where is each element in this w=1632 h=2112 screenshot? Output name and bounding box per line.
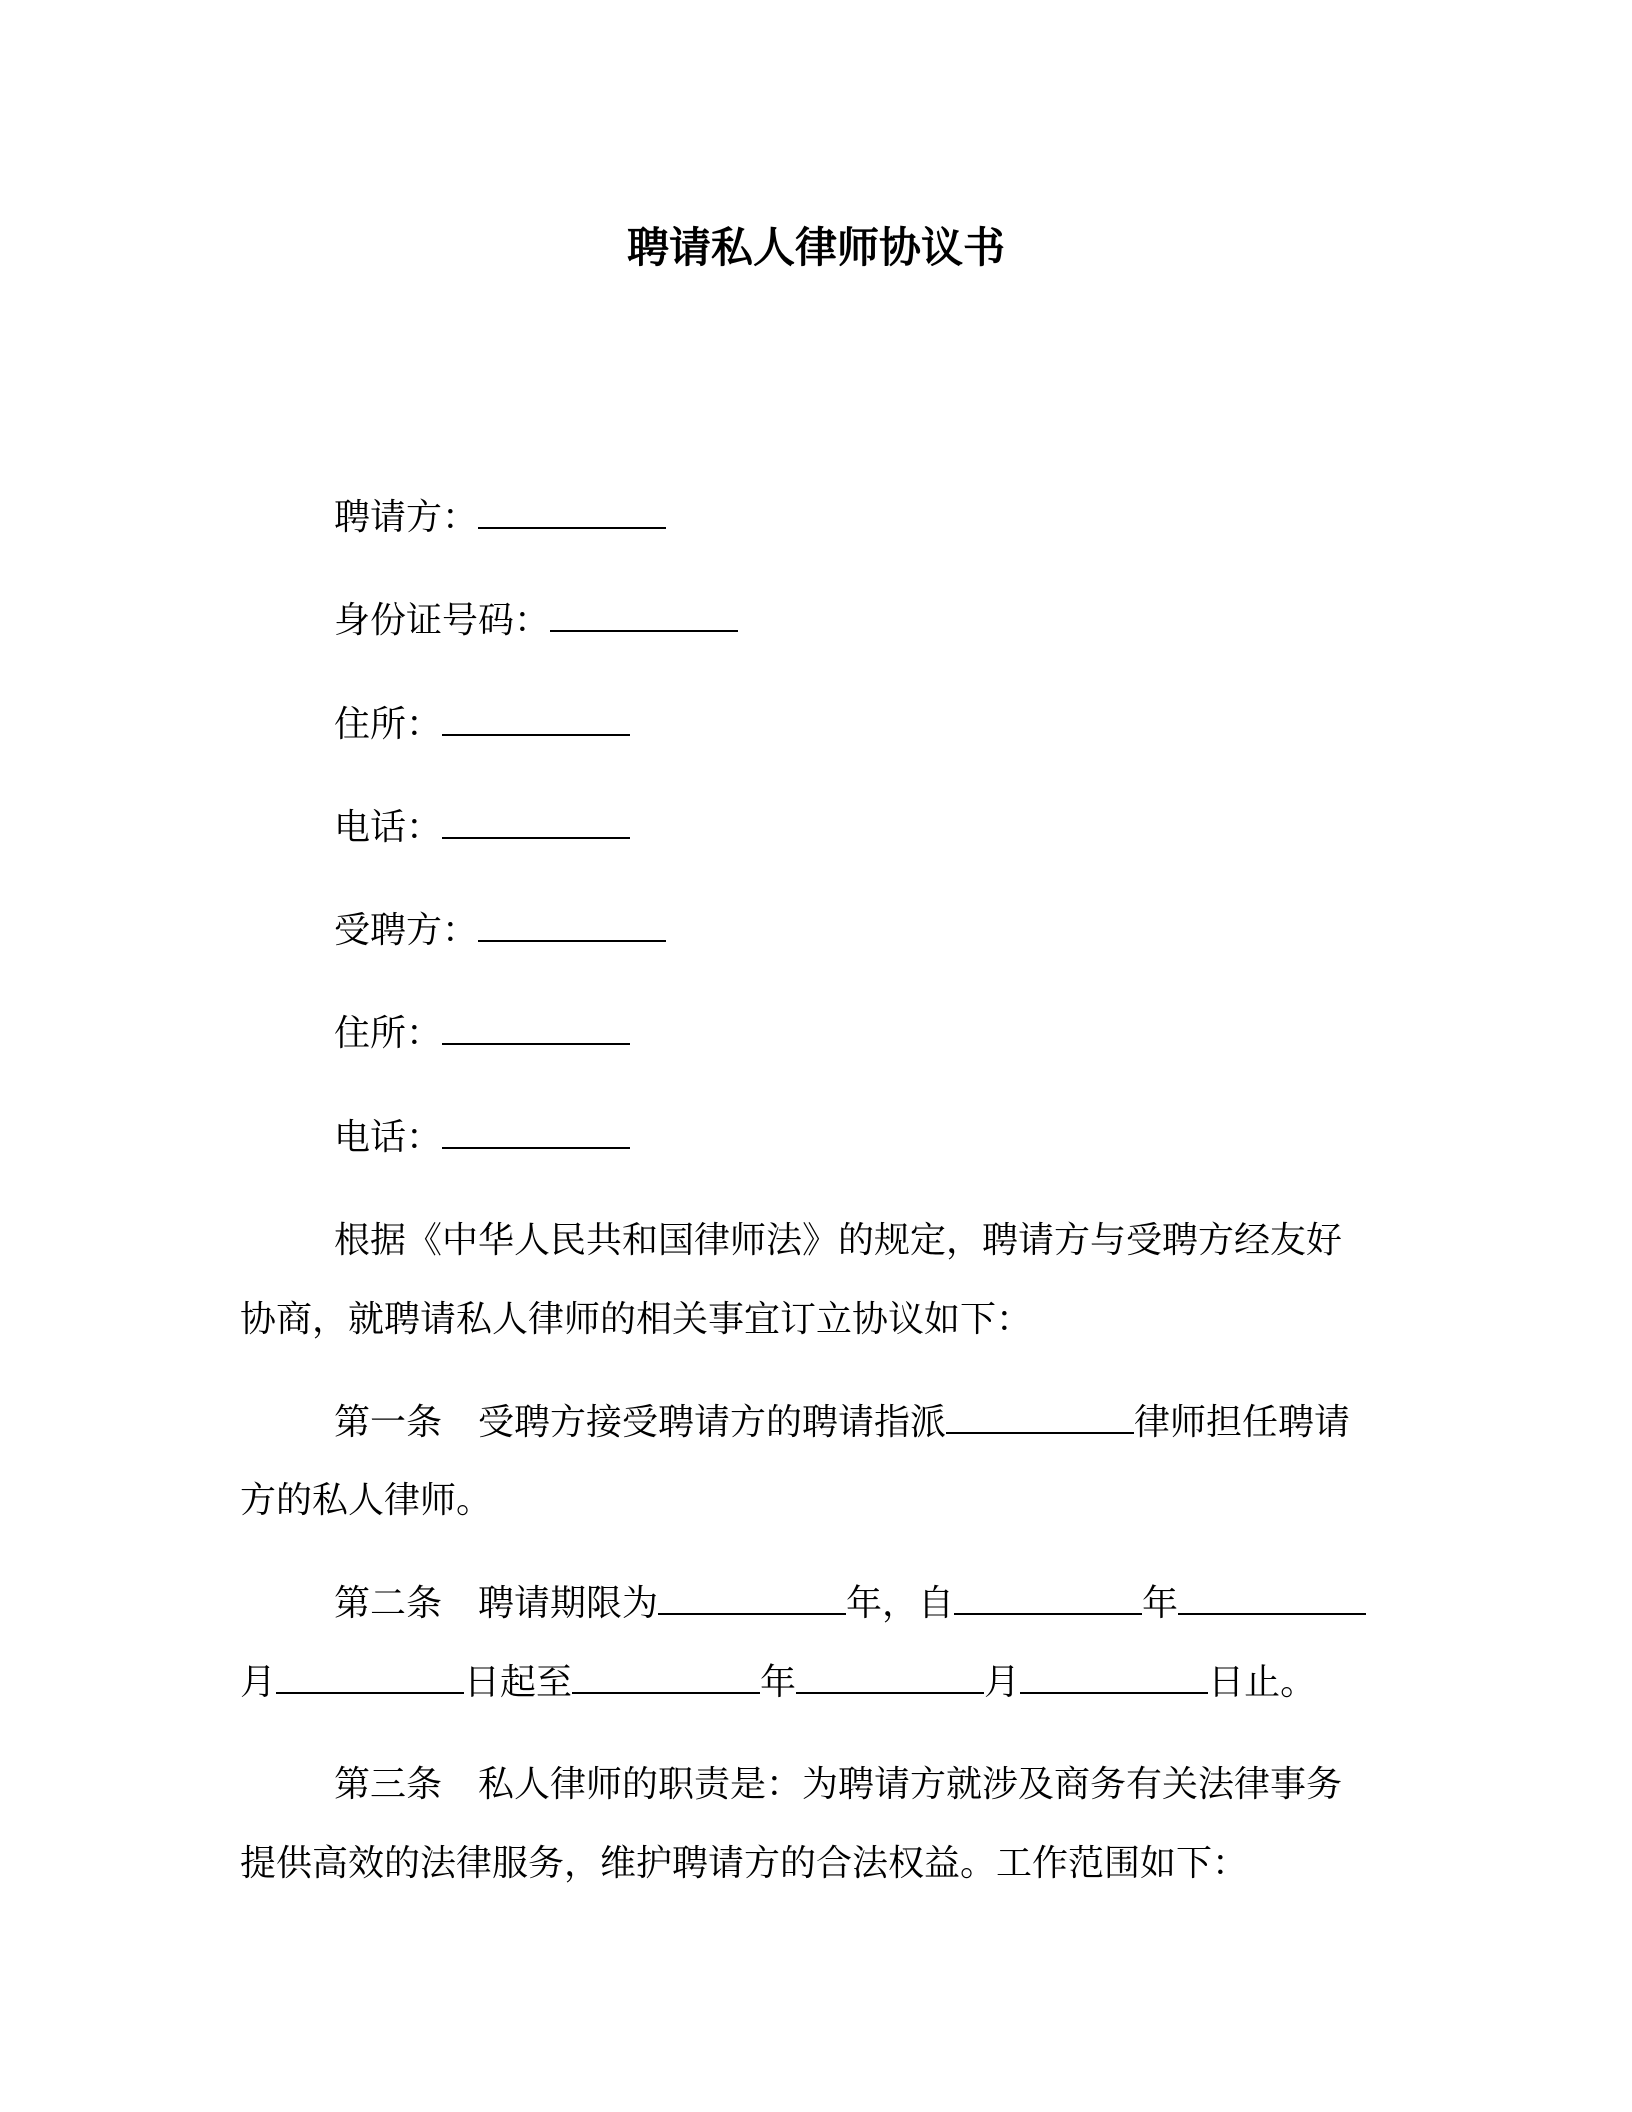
blank-line: [658, 1579, 846, 1615]
blank-line: [1020, 1658, 1208, 1694]
preamble-line-1: 根据《中华人民共和国律师法》的规定，聘请方与受聘方经友好: [334, 1220, 1343, 1261]
blank-line: [796, 1658, 984, 1694]
article-text: 年，自: [846, 1583, 955, 1624]
article-text: 月: [984, 1662, 1021, 1703]
blank-line: [946, 1398, 1134, 1434]
blank-line: [442, 1009, 630, 1045]
blank-line: [442, 700, 630, 736]
document-title: 聘请私人律师协议书: [626, 223, 1005, 272]
article-heading: 第一条: [334, 1402, 443, 1443]
article-text: 聘请期限为: [478, 1583, 659, 1624]
article-text: 私人律师的职责是：为聘请方就涉及商务有关法律事务: [478, 1764, 1343, 1805]
blank-line: [478, 493, 666, 529]
article-heading: 第三条: [334, 1764, 443, 1805]
blank-line: [550, 596, 738, 632]
article-2-line-2: [240, 1658, 1380, 1708]
article-text: 日起至: [464, 1662, 573, 1703]
article-1-line-2: 方的私人律师。: [240, 1480, 493, 1521]
field-label: 电话：: [334, 807, 443, 848]
blank-line: [276, 1658, 464, 1694]
field-label: 受聘方：: [334, 910, 479, 951]
field-employee-address: [334, 1009, 630, 1059]
preamble-line-2: 协商，就聘请私人律师的相关事宜订立协议如下：: [240, 1299, 1033, 1340]
article-text: 年: [760, 1662, 797, 1703]
field-label: 住所：: [334, 704, 443, 745]
blank-line: [954, 1579, 1142, 1615]
field-label: 身份证号码：: [334, 600, 551, 641]
field-label: 聘请方：: [334, 497, 479, 538]
article-text: 受聘方接受聘请方的聘请指派: [478, 1402, 947, 1443]
article-heading: 第二条: [334, 1583, 443, 1624]
field-employee: [334, 906, 666, 956]
field-employer-address: [334, 700, 630, 750]
article-text: 日止。: [1208, 1662, 1317, 1703]
article-3-line-1: [240, 1760, 1474, 1810]
blank-line: [442, 803, 630, 839]
field-label: 电话：: [334, 1117, 443, 1158]
field-label: 住所：: [334, 1013, 443, 1054]
article-1-line-1: [240, 1398, 1474, 1448]
article-text: 月: [240, 1662, 277, 1703]
article-text: 年: [1142, 1583, 1179, 1624]
field-employer-phone: [334, 803, 630, 853]
blank-line: [1178, 1579, 1366, 1615]
blank-line: [572, 1658, 760, 1694]
blank-line: [442, 1113, 630, 1149]
field-employee-phone: [334, 1113, 630, 1163]
article-2-line-1: [240, 1579, 1474, 1629]
field-id-number: [334, 596, 738, 646]
field-employer: [334, 493, 666, 543]
blank-line: [478, 906, 666, 942]
article-text: 律师担任聘请: [1134, 1402, 1351, 1443]
article-3-line-2: 提供高效的法律服务，维护聘请方的合法权益。工作范围如下：: [240, 1843, 1249, 1884]
